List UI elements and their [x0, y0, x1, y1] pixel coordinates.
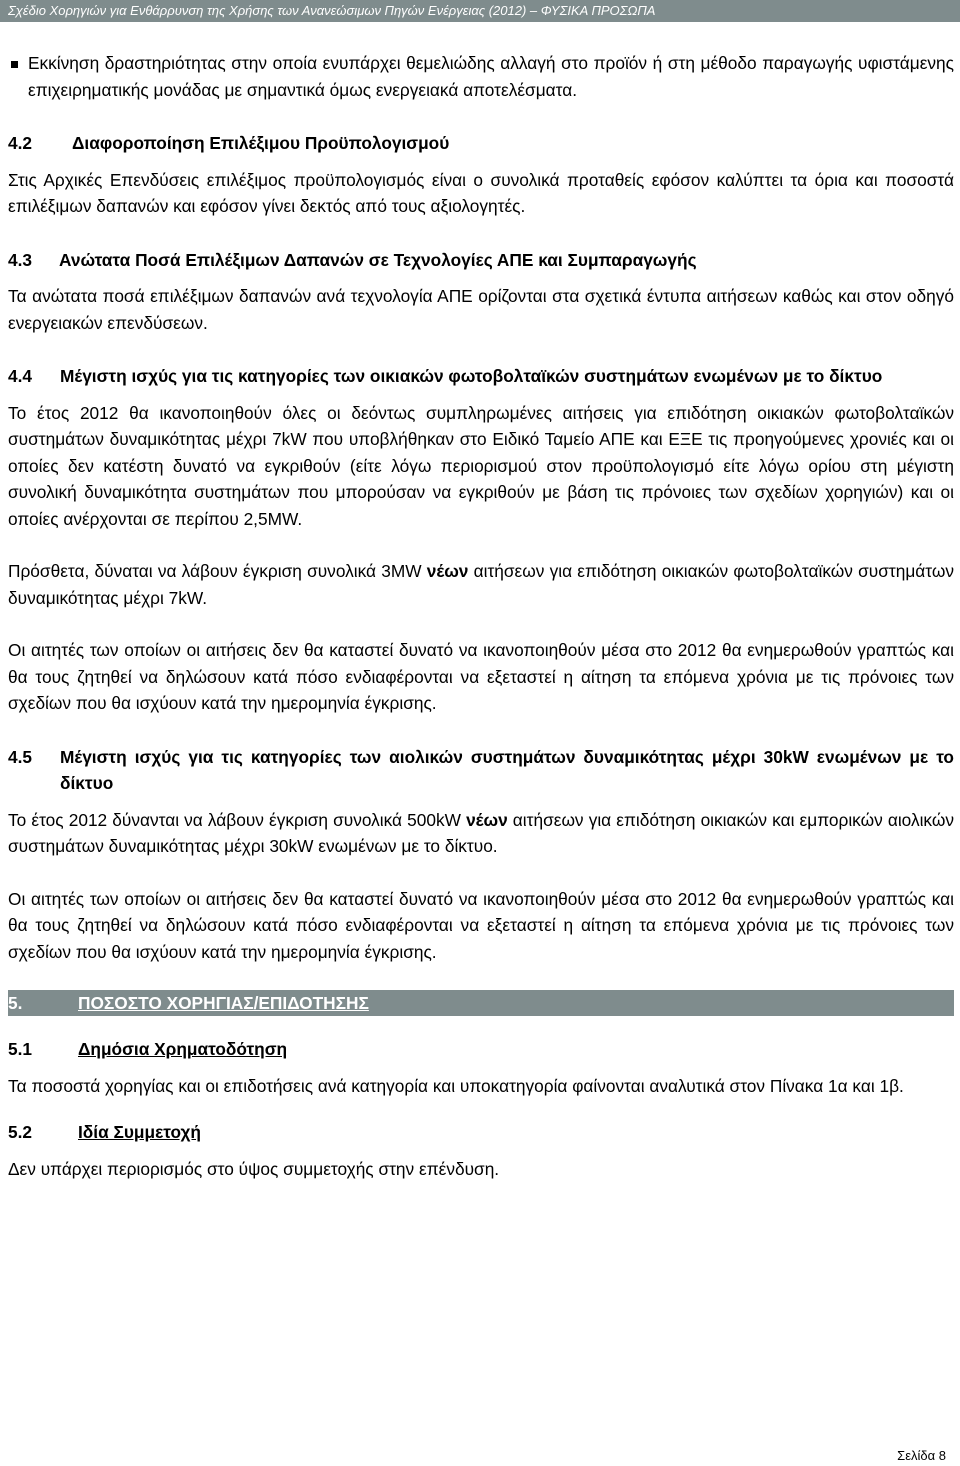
bold-text-run: νέων	[466, 809, 508, 830]
section-5-1-heading	[8, 1036, 954, 1063]
section-title: Δημόσια Χρηματοδότηση	[78, 1039, 288, 1059]
section-title: Ιδία Συμμετοχή	[78, 1122, 201, 1142]
text-run: Πρόσθετα, δύναται να λάβουν έγκριση συνολικά 3MW	[8, 561, 427, 581]
bold-text-run: νέων	[426, 561, 469, 581]
section-number: 5.2	[8, 1122, 33, 1142]
text-run: αιτήσεων για επιδότηση οικιακών και εμπορικών αιολικών συστημάτων δυναμικότητας μέχρι 30kW ενωμένων με το δίκτυο.	[8, 809, 954, 856]
text-run: Το έτος 2012 δύνανται να λάβουν έγκριση συνολικά 500kW	[8, 809, 467, 830]
bullet-list-item	[8, 50, 954, 103]
section-5-1-body: Τα ποσοστά χορηγίας και οι επιδοτήσεις ανά κατηγορία και υποκατηγορία φαίνονται αναλυτικά στον Πίνακα 1α και 1β.	[8, 1075, 904, 1096]
section-title: Διαφοροποίηση Επιλέξιμου Προϋπολογισμού	[72, 133, 450, 153]
section-number: 4.5	[8, 746, 33, 767]
section-4-3-heading	[8, 247, 954, 274]
section-title: Μέγιστη ισχύς για τις κατηγορίες των αιολικών συστημάτων δυναμικότητας μέχρι 30kW ενωμένων με το δίκτυο	[60, 746, 954, 793]
page-header: Σχέδιο Χορηγιών για Ενθάρρυνση της Χρήσης των Ανανεώσιμων Πηγών Ενέργειας (2012) – ΦΥΣΙΚΑ ΠΡΟΣΩΠΑ	[0, 0, 960, 22]
section-4-5-paragraph-2: Οι αιτητές των οποίων οι αιτήσεις δεν θα καταστεί δυνατό να ικανοποιηθούν μέσα στο 2012 θα ενημερωθούν γραπτώς και θα τους ζητηθεί να δηλώσουν κατά πόσο ενδιαφέρονται να εξεταστεί η αίτηση τα επόμενα χρόνια με τις πρόνοιες των σχεδίων που θα ισχύουν κατά την ημερομηνία έγκρισης.	[8, 888, 954, 962]
section-number: 5.1	[8, 1039, 33, 1059]
section-4-4-paragraph-1: Το έτος 2012 θα ικανοποιηθούν όλες οι δεόντως συμπληρωμένες αιτήσεις για επιδότηση οικιακών φωτοβολταϊκών συστημάτων δυναμικότητας μέχρι 7kW που υποβλήθηκαν στο Ειδικό Ταμείο ΑΠΕ και ΕΞΕ τις προηγούμενες χρονιές και οι οποίες δεν κατέστη δυνατό να εγκριθούν (είτε λόγω περιορισμού στον προϋπολογισμό είτε λόγω ορίου στη μέγιστη συνολική δυναμικότητα συστημάτων που μπορούσαν να εγκριθούν με βάση τις πρόνοιες των σχεδίων χορηγιών) και οι οποίες ανέρχονται σε περίπου 2,5MW.	[8, 402, 954, 529]
section-4-4-paragraph-2	[8, 558, 954, 611]
section-5-heading	[8, 990, 954, 1016]
text-run: αιτήσεων για επιδότηση οικιακών φωτοβολταϊκών συστημάτων δυναμικότητας μέχρι 7kW.	[8, 561, 954, 608]
page-number: Σελίδα 8	[897, 1448, 946, 1463]
section-number: 4.2	[8, 133, 33, 153]
section-4-4-paragraph-3: Οι αιτητές των οποίων οι αιτήσεις δεν θα καταστεί δυνατό να ικανοποιηθούν μέσα στο 2012 θα ενημερωθούν γραπτώς και θα τους ζητηθεί να δηλώσουν κατά πόσο ενδιαφέρονται να εξεταστεί η αίτηση τα επόμενα χρόνια με τις πρόνοιες των σχεδίων που θα ισχύουν κατά την ημερομηνία έγκρισης.	[8, 640, 954, 713]
document-body	[8, 50, 954, 1182]
section-number: 4.3	[8, 249, 33, 270]
section-number: 5.	[8, 993, 23, 1013]
section-4-5-heading	[8, 744, 954, 797]
section-5-2-body: Δεν υπάρχει περιορισμός στο ύψος συμμετοχής στην επένδυση.	[8, 1158, 500, 1179]
section-5-2-heading	[8, 1119, 954, 1146]
section-title: ΠΟΣΟΣΤΟ ΧΟΡΗΓΙΑΣ/ΕΠΙΔΟΤΗΣΗΣ	[78, 993, 369, 1013]
section-4-2-body: Στις Αρχικές Επενδύσεις επιλέξιμος προϋπολογισμός είναι ο συνολικά προταθείς εφόσον καλύπτει τα όρια και ποσοστά επιλέξιμων δαπανών και εφόσον γίνει δεκτός από τους αξιολογητές.	[8, 169, 954, 216]
section-4-2-heading	[8, 130, 954, 157]
section-title: Ανώτατα Ποσά Επιλέξιμων Δαπανών σε Τεχνολογίες ΑΠΕ και Συμπαραγωγής	[59, 249, 697, 270]
section-number: 4.4	[8, 366, 33, 386]
section-4-5-paragraph-1	[8, 807, 954, 860]
section-4-4-heading	[8, 363, 954, 390]
bullet-text: Εκκίνηση δραστηριότητας στην οποία ενυπάρχει θεμελιώδης αλλαγή στο προϊόν ή στη μέθοδο παραγωγής υφιστάμενης επιχειρηματικής μονάδας με σημαντικά όμως ενεργειακά αποτελέσματα.	[28, 53, 954, 100]
section-title: Μέγιστη ισχύς για τις κατηγορίες των οικιακών φωτοβολταϊκών συστημάτων ενωμένων με το δίκτυο	[60, 366, 883, 386]
square-bullet-icon	[11, 61, 18, 68]
section-4-3-body: Τα ανώτατα ποσά επιλέξιμων δαπανών ανά τεχνολογία ΑΠΕ ορίζονται στα σχετικά έντυπα αιτήσεων καθώς και στον οδηγό ενεργειακών επενδύσεων.	[8, 286, 954, 333]
